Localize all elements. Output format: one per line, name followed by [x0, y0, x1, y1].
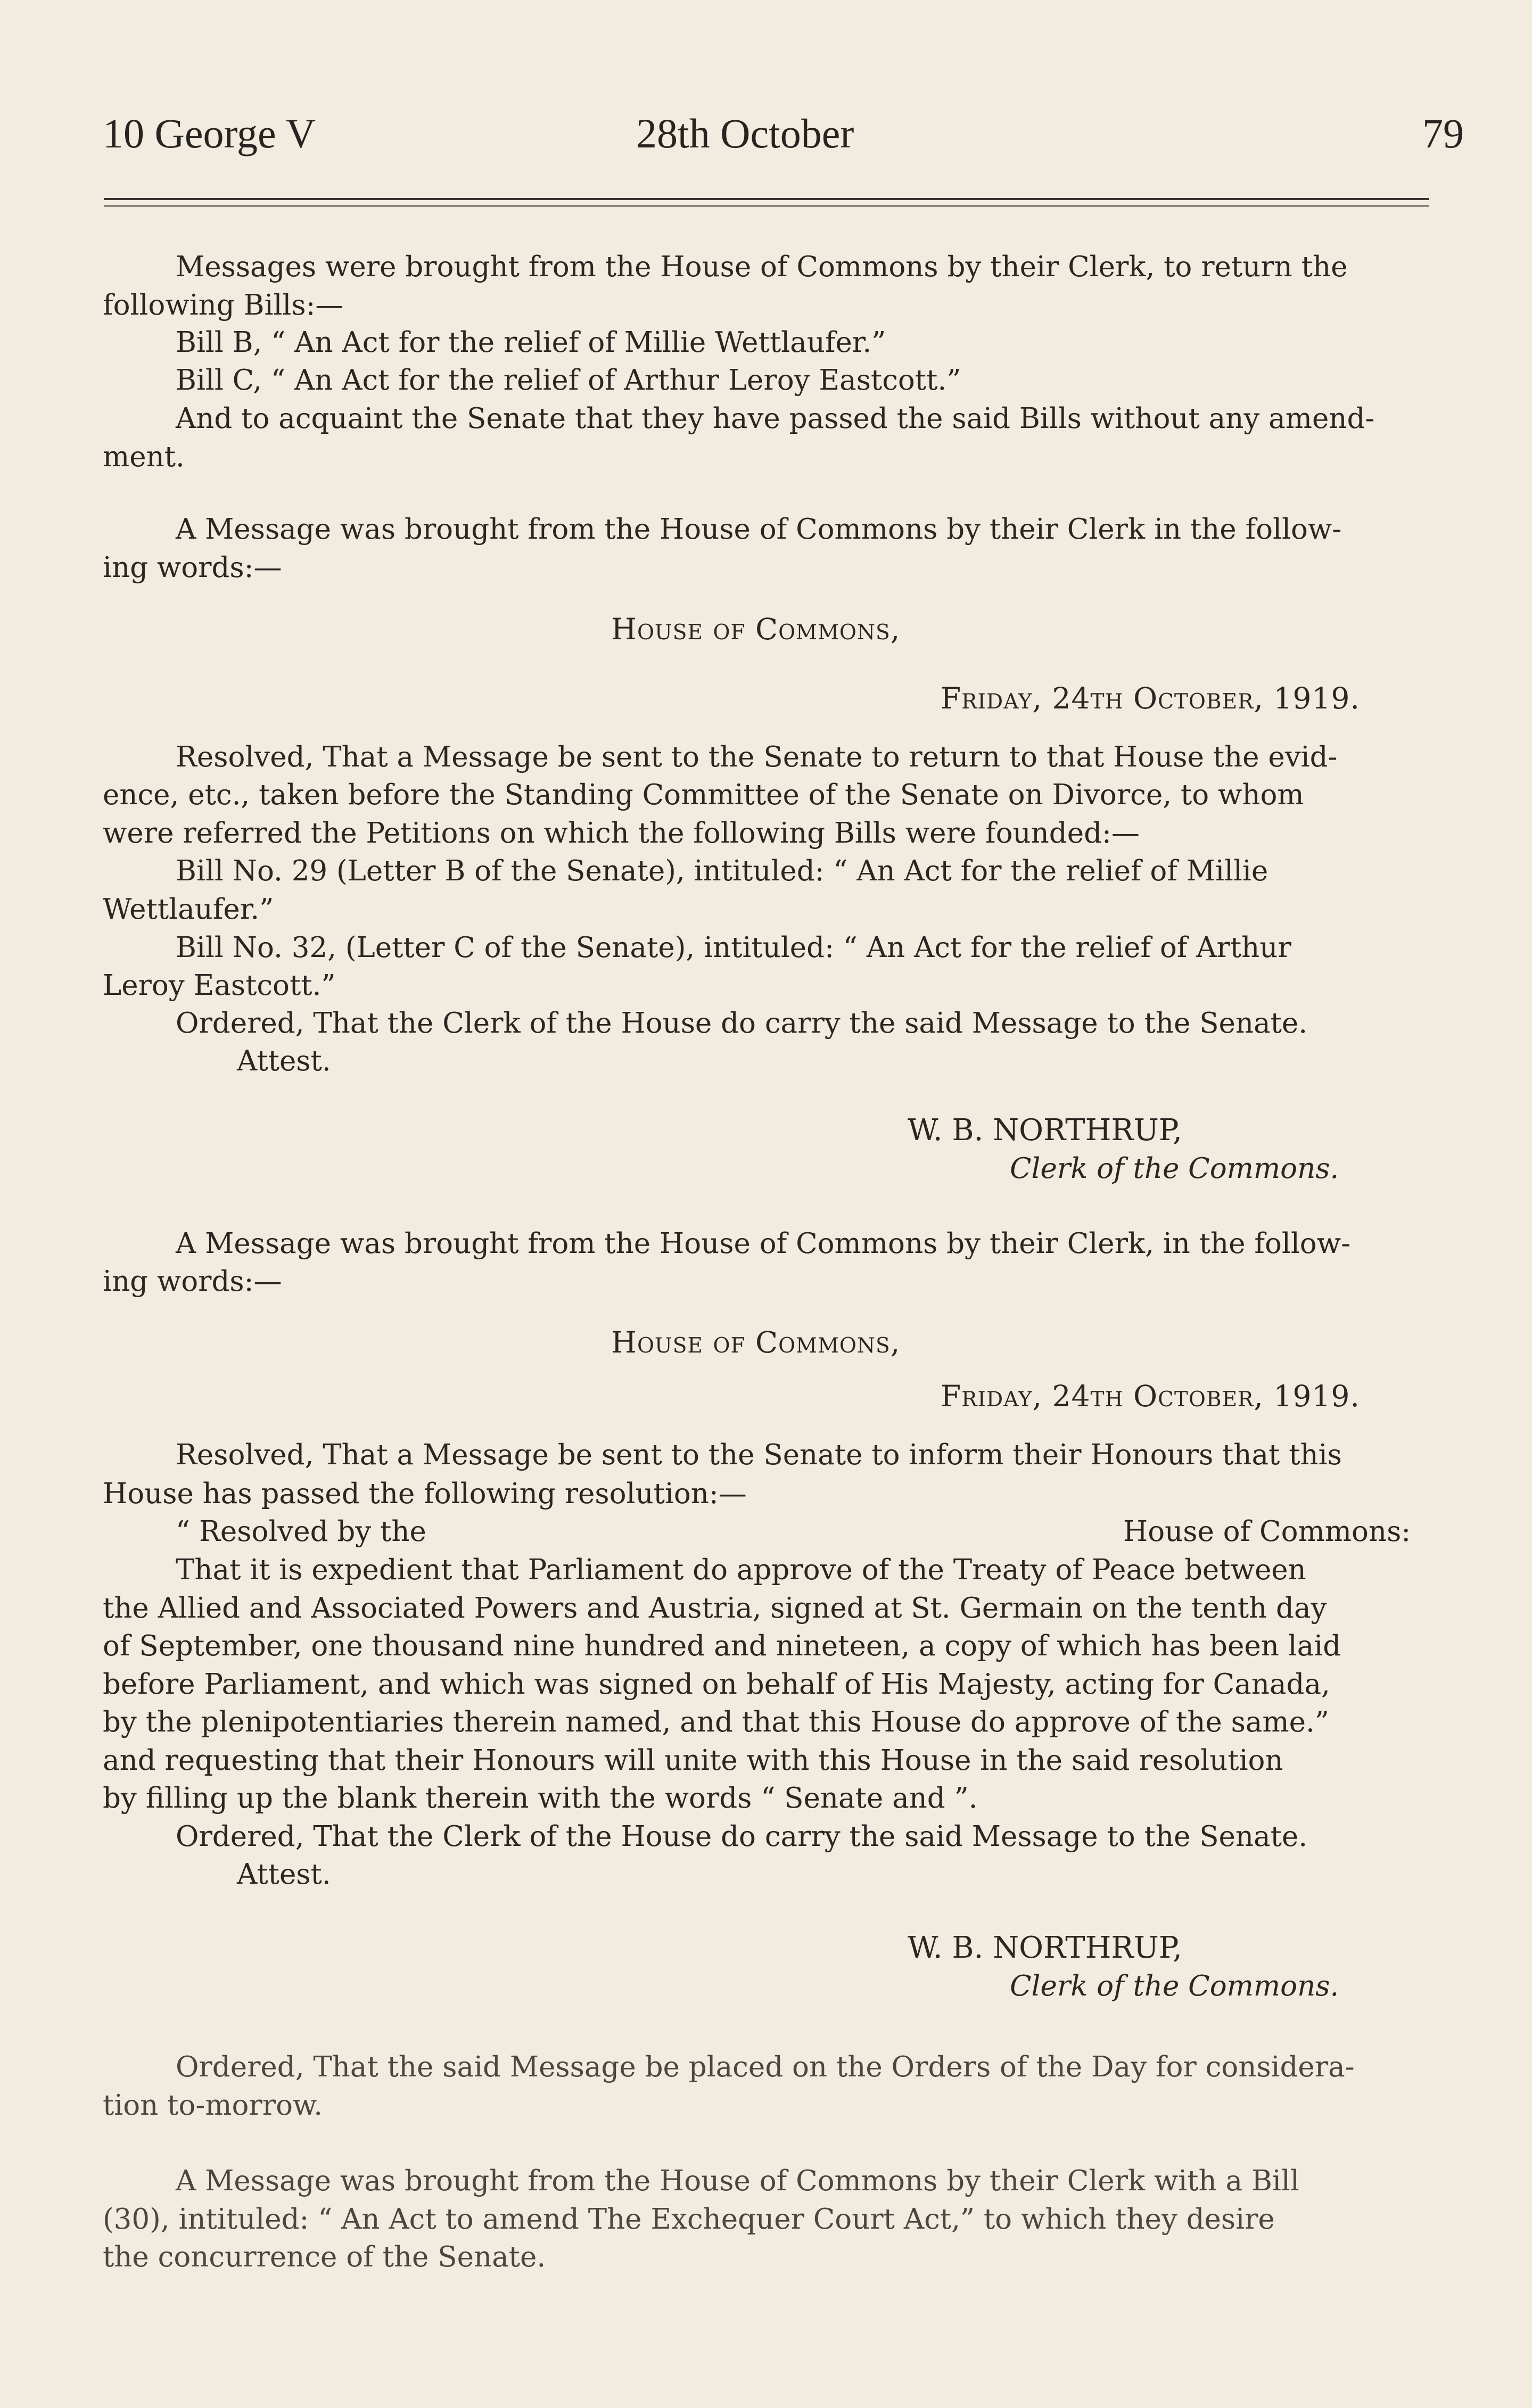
text-line: House has passed the following resolution:— [103, 1478, 747, 1510]
text-line: “ Resolved by the [176, 1515, 426, 1548]
text-line: before Parliament, and which was signed on behalf of His Majesty, acting for Canada, [103, 1668, 1330, 1701]
text-line: Wettlaufer.” [103, 893, 274, 926]
signature-name: W. B. NORTHRUP, [908, 1931, 1182, 1965]
text-line: ing words:— [103, 551, 282, 584]
text-line: (30), intituled: “ An Act to amend The Exchequer Court Act,” to which they desire [103, 2203, 1275, 2236]
text-line: the Allied and Associated Powers and Austria, signed at St. Germain on the tenth day [103, 1592, 1327, 1624]
message-heading-house: House of Commons, [611, 612, 901, 646]
signature-title: Clerk of the Commons. [1010, 1970, 1339, 2002]
text-line: Resolved, That a Message be sent to the Senate to return to that House the evid- [176, 741, 1338, 773]
text-line: Bill B, “ An Act for the relief of Millie Wettlaufer.” [176, 326, 886, 359]
message-date: Friday, 24th October, 1919. [941, 1379, 1360, 1413]
text-line: A Message was brought from the House of Commons by their Clerk, in the follow- [176, 1227, 1350, 1260]
text-line: Ordered, That the Clerk of the House do carry the said Message to the Senate. [176, 1007, 1308, 1040]
text-line: and requesting that their Honours will unite with this House in the said resolution [103, 1744, 1283, 1777]
message-date: Friday, 24th October, 1919. [941, 681, 1360, 715]
text-line: A Message was brought from the House of Commons by their Clerk with a Bill [176, 2165, 1299, 2197]
text-line: And to acquaint the Senate that they have passed the said Bills without any amend- [176, 402, 1375, 435]
header-rule-thin [104, 205, 1429, 207]
text-line: following Bills:— [103, 289, 344, 321]
text-line: A Message was brought from the House of Commons by their Clerk in the follow- [176, 513, 1342, 546]
message-heading-house: House of Commons, [611, 1325, 901, 1359]
text-line: Ordered, That the said Message be placed on the Orders of the Day for considera- [176, 2051, 1355, 2083]
text-line: Messages were brought from the House of Commons by their Clerk, to return the [176, 251, 1348, 283]
text-line: the concurrence of the Senate. [103, 2241, 546, 2273]
text-line: Bill No. 29 (Letter B of the Senate), intituled: “ An Act for the relief of Millie [176, 855, 1269, 887]
running-head-regnal-year: 10 George V [103, 110, 316, 156]
attest-line: Attest. [237, 1045, 331, 1077]
text-line: ence, etc., taken before the Standing Committee of the Senate on Divorce, to whom [103, 779, 1304, 811]
running-head-date: 28th October [636, 110, 854, 156]
signature-title: Clerk of the Commons. [1010, 1152, 1339, 1185]
attest-line: Attest. [237, 1858, 331, 1891]
text-line: ing words:— [103, 1265, 282, 1298]
text-line: Bill C, “ An Act for the relief of Arthur Leroy Eastcott.” [176, 364, 961, 397]
page-number: 79 [1422, 110, 1464, 156]
text-line: of September, one thousand nine hundred and nineteen, a copy of which has been laid [103, 1630, 1341, 1662]
text-line: ment. [103, 441, 185, 473]
text-line: tion to-morrow. [103, 2089, 323, 2122]
text-line: were referred the Petitions on which the following Bills were founded:— [103, 817, 1140, 850]
text-line: House of Commons: [1123, 1515, 1411, 1548]
text-line: Ordered, That the Clerk of the House do carry the said Message to the Senate. [176, 1820, 1308, 1853]
text-line: by the plenipotentiaries therein named, and that this House do approve of the same.” [103, 1706, 1329, 1738]
text-line: Bill No. 32, (Letter C of the Senate), intituled: “ An Act for the relief of Arthur [176, 931, 1291, 964]
header-rule-thick [104, 198, 1429, 200]
text-line: Resolved, That a Message be sent to the Senate to inform their Honours that this [176, 1439, 1342, 1471]
text-line: Leroy Eastcott.” [103, 969, 336, 1002]
text-line: That it is expedient that Parliament do approve of the Treaty of Peace between [176, 1554, 1306, 1586]
text-line: by filling up the blank therein with the words “ Senate and ”. [103, 1782, 978, 1815]
signature-name: W. B. NORTHRUP, [908, 1113, 1182, 1148]
